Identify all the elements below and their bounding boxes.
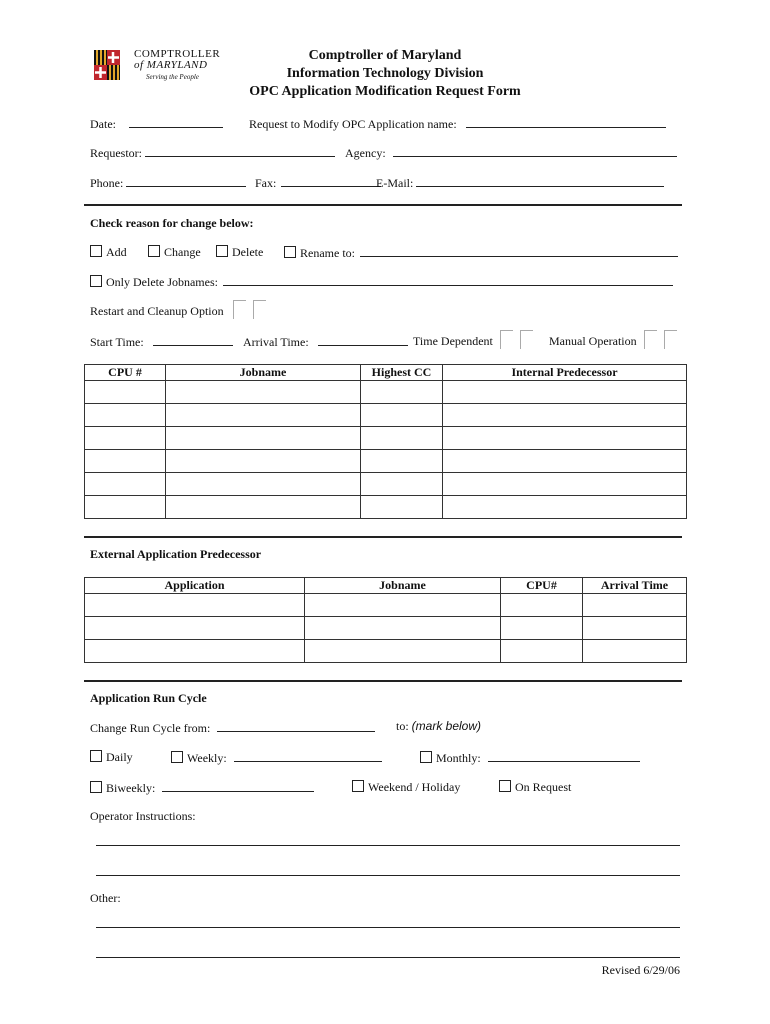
col-ext-jobname: Jobname bbox=[305, 578, 501, 594]
internal-table-cell[interactable] bbox=[443, 450, 687, 473]
external-table-cell[interactable] bbox=[305, 640, 501, 663]
logo-line1: COMPTROLLER bbox=[134, 48, 221, 60]
internal-table-cell[interactable] bbox=[443, 473, 687, 496]
only-delete-label: Only Delete Jobnames: bbox=[106, 275, 218, 289]
external-table-cell[interactable] bbox=[501, 640, 583, 663]
change-checkbox[interactable] bbox=[148, 245, 160, 257]
internal-table-cell[interactable] bbox=[443, 427, 687, 450]
col-internal-predecessor: Internal Predecessor bbox=[443, 365, 687, 381]
internal-table-cell[interactable] bbox=[85, 450, 166, 473]
biweekly-label: Biweekly: bbox=[106, 781, 156, 795]
internal-table-cell[interactable] bbox=[443, 496, 687, 519]
col-arrival-time: Arrival Time bbox=[583, 578, 687, 594]
only-delete-field[interactable] bbox=[223, 274, 673, 286]
time-dependent-box-1[interactable] bbox=[500, 330, 513, 349]
daily-label: Daily bbox=[106, 750, 133, 764]
divider bbox=[84, 536, 682, 538]
external-table-cell[interactable] bbox=[501, 617, 583, 640]
other-line-1[interactable] bbox=[96, 927, 680, 928]
rename-checkbox[interactable] bbox=[284, 246, 296, 258]
start-time-field[interactable] bbox=[153, 334, 233, 346]
arrival-time-field[interactable] bbox=[318, 334, 408, 346]
external-table-cell[interactable] bbox=[583, 617, 687, 640]
biweekly-field[interactable] bbox=[162, 780, 314, 792]
weekend-checkbox[interactable] bbox=[352, 780, 364, 792]
start-time-label: Start Time: bbox=[90, 335, 144, 349]
division-title: Information Technology Division bbox=[286, 66, 484, 81]
operator-instructions-line-1[interactable] bbox=[96, 845, 680, 846]
change-from-field[interactable] bbox=[217, 720, 375, 732]
on-request-label: On Request bbox=[515, 780, 572, 794]
divider bbox=[84, 680, 682, 682]
internal-table-cell[interactable] bbox=[361, 450, 443, 473]
internal-table-row bbox=[85, 496, 687, 519]
restart-box-2[interactable] bbox=[253, 300, 266, 319]
revised-date: Revised 6/29/06 bbox=[601, 963, 680, 977]
add-label: Add bbox=[106, 245, 127, 259]
external-table-cell[interactable] bbox=[85, 640, 305, 663]
on-request-checkbox[interactable] bbox=[499, 780, 511, 792]
mark-below-label: (mark below) bbox=[411, 719, 482, 733]
internal-table-row bbox=[85, 381, 687, 404]
external-table-cell[interactable] bbox=[305, 617, 501, 640]
col-application: Application bbox=[85, 578, 305, 594]
internal-table-cell[interactable] bbox=[443, 404, 687, 427]
only-delete-checkbox[interactable] bbox=[90, 275, 102, 287]
email-label: E-Mail: bbox=[376, 176, 414, 190]
restart-label: Restart and Cleanup Option bbox=[90, 304, 224, 318]
internal-table-row bbox=[85, 473, 687, 496]
internal-table-cell[interactable] bbox=[361, 404, 443, 427]
internal-table-cell[interactable] bbox=[85, 427, 166, 450]
request-modify-label: Request to Modify OPC Application name: bbox=[249, 117, 457, 131]
fax-label: Fax: bbox=[255, 176, 277, 190]
weekly-field[interactable] bbox=[234, 750, 382, 762]
internal-table-cell[interactable] bbox=[443, 381, 687, 404]
internal-table-cell[interactable] bbox=[166, 427, 361, 450]
internal-table-cell[interactable] bbox=[166, 381, 361, 404]
operator-instructions-line-2[interactable] bbox=[96, 875, 680, 876]
internal-table-cell[interactable] bbox=[166, 496, 361, 519]
monthly-field[interactable] bbox=[488, 750, 640, 762]
fax-field[interactable] bbox=[281, 175, 381, 187]
internal-table-cell[interactable] bbox=[85, 496, 166, 519]
weekly-label: Weekly: bbox=[187, 751, 227, 765]
external-table-row bbox=[85, 617, 687, 640]
monthly-checkbox[interactable] bbox=[420, 751, 432, 763]
weekend-label: Weekend / Holiday bbox=[368, 780, 461, 794]
arrival-time-label: Arrival Time: bbox=[243, 335, 309, 349]
internal-table-row bbox=[85, 404, 687, 427]
internal-table-cell[interactable] bbox=[166, 473, 361, 496]
time-dependent-box-2[interactable] bbox=[520, 330, 533, 349]
requestor-field[interactable] bbox=[145, 145, 335, 157]
daily-checkbox[interactable] bbox=[90, 750, 102, 762]
other-line-2[interactable] bbox=[96, 957, 680, 958]
internal-table-cell[interactable] bbox=[166, 450, 361, 473]
agency-label: Agency: bbox=[345, 146, 386, 160]
phone-field[interactable] bbox=[126, 175, 246, 187]
internal-table-cell[interactable] bbox=[361, 427, 443, 450]
external-heading: External Application Predecessor bbox=[90, 547, 262, 561]
logo-tagline: Serving the People bbox=[146, 73, 199, 81]
external-table-cell[interactable] bbox=[85, 594, 305, 617]
internal-table-cell[interactable] bbox=[361, 496, 443, 519]
col-jobname: Jobname bbox=[166, 365, 361, 381]
app-name-field[interactable] bbox=[466, 116, 666, 128]
internal-table-cell[interactable] bbox=[85, 404, 166, 427]
agency-field[interactable] bbox=[393, 145, 677, 157]
external-table-row bbox=[85, 594, 687, 617]
requestor-label: Requestor: bbox=[90, 146, 142, 160]
date-label: Date: bbox=[90, 117, 116, 131]
internal-table-cell[interactable] bbox=[85, 473, 166, 496]
run-cycle-heading: Application Run Cycle bbox=[90, 691, 207, 705]
monthly-label: Monthly: bbox=[436, 751, 481, 765]
reason-heading: Check reason for change below: bbox=[90, 216, 254, 230]
rename-label: Rename to: bbox=[300, 246, 355, 260]
rename-field[interactable] bbox=[360, 245, 678, 257]
other-label: Other: bbox=[90, 891, 121, 905]
restart-box-1[interactable] bbox=[233, 300, 246, 319]
delete-checkbox[interactable] bbox=[216, 245, 228, 257]
change-from-label: Change Run Cycle from: bbox=[90, 721, 211, 735]
delete-label: Delete bbox=[232, 245, 264, 259]
external-table-cell[interactable] bbox=[85, 617, 305, 640]
form-title: OPC Application Modification Request Form bbox=[249, 84, 521, 99]
weekly-checkbox[interactable] bbox=[171, 751, 183, 763]
operator-instructions-label: Operator Instructions: bbox=[90, 809, 196, 823]
email-field[interactable] bbox=[416, 175, 664, 187]
app-name-row bbox=[249, 116, 666, 132]
date-row bbox=[90, 116, 223, 132]
internal-table-cell[interactable] bbox=[85, 381, 166, 404]
manual-operation-label: Manual Operation bbox=[549, 334, 637, 348]
add-checkbox[interactable] bbox=[90, 245, 102, 257]
col-ext-cpu: CPU# bbox=[501, 578, 583, 594]
phone-label: Phone: bbox=[90, 176, 124, 190]
external-table-row bbox=[85, 640, 687, 663]
date-field[interactable] bbox=[129, 116, 223, 128]
divider bbox=[84, 204, 682, 206]
manual-operation-box-1[interactable] bbox=[644, 330, 657, 349]
internal-table-cell[interactable] bbox=[166, 404, 361, 427]
internal-table-cell[interactable] bbox=[361, 381, 443, 404]
to-label: to: bbox=[396, 719, 409, 733]
biweekly-checkbox[interactable] bbox=[90, 781, 102, 793]
manual-operation-box-2[interactable] bbox=[664, 330, 677, 349]
internal-table-row bbox=[85, 450, 687, 473]
change-label: Change bbox=[164, 245, 201, 259]
col-cpu: CPU # bbox=[85, 365, 166, 381]
org-title: Comptroller of Maryland bbox=[308, 48, 462, 63]
external-table-cell[interactable] bbox=[305, 594, 501, 617]
external-table-cell[interactable] bbox=[583, 640, 687, 663]
external-table-cell[interactable] bbox=[583, 594, 687, 617]
external-table-cell[interactable] bbox=[501, 594, 583, 617]
col-highest-cc: Highest CC bbox=[361, 365, 443, 381]
internal-predecessor-table bbox=[84, 364, 687, 519]
time-dependent-label: Time Dependent bbox=[413, 334, 493, 348]
logo-line2: of MARYLAND bbox=[134, 59, 208, 71]
internal-table-row bbox=[85, 427, 687, 450]
internal-table-cell[interactable] bbox=[361, 473, 443, 496]
external-predecessor-table bbox=[84, 577, 687, 663]
